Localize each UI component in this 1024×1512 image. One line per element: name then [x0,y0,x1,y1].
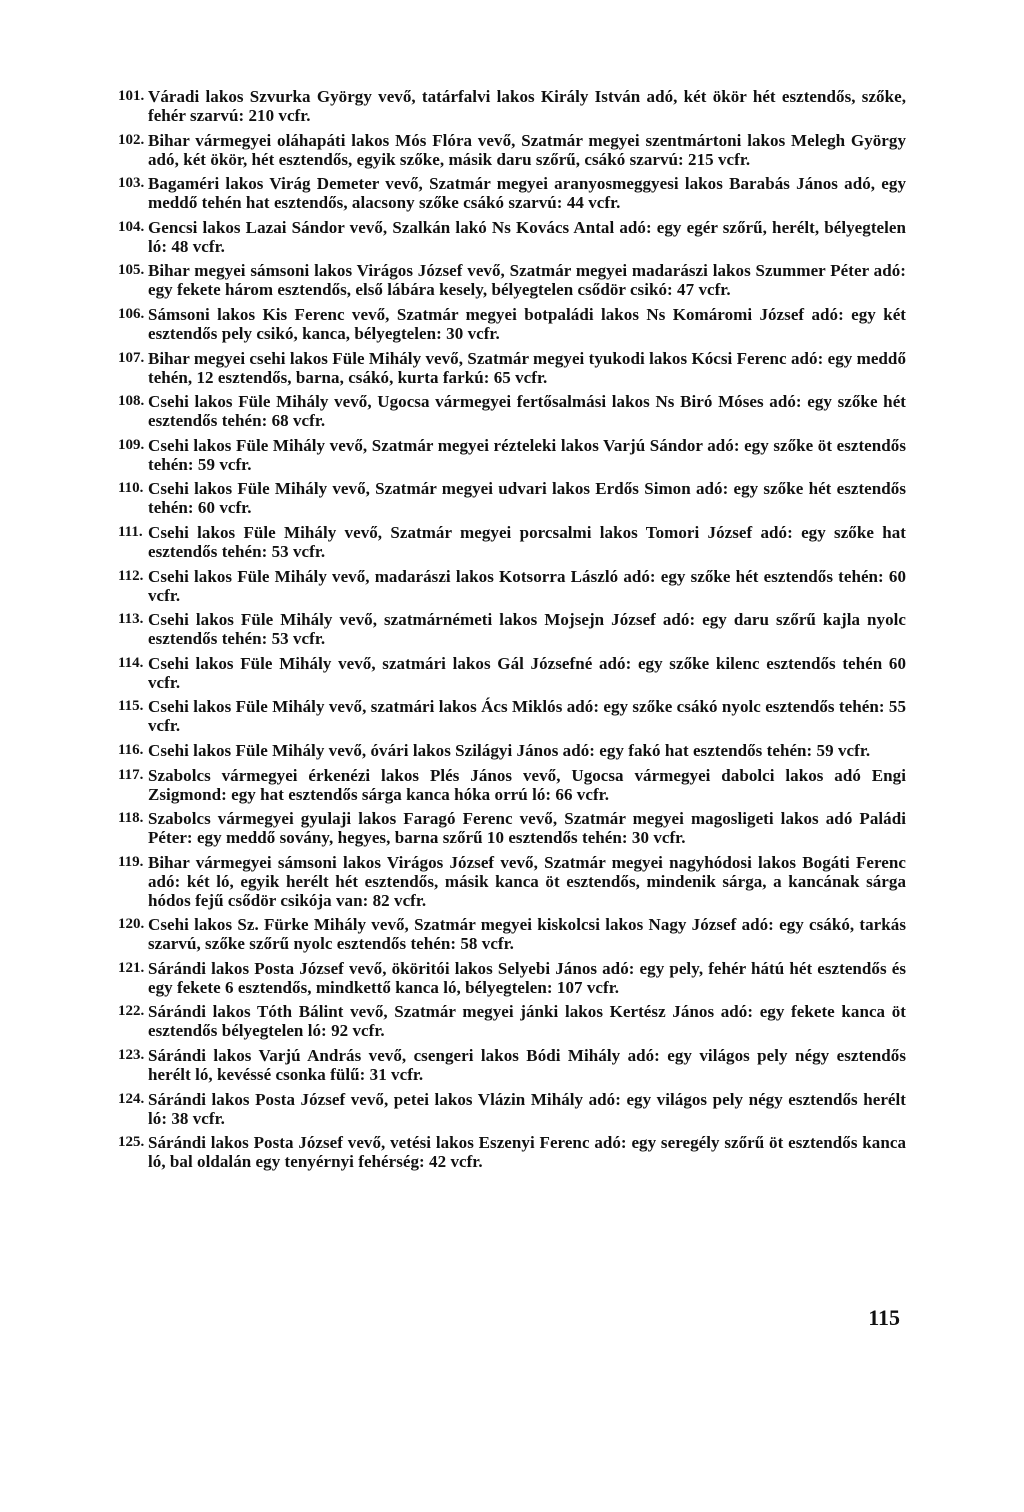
entry-number: 124. [118,1090,145,1107]
entry-number: 108. [118,393,145,410]
list-item [118,697,906,735]
entry-number: 103. [118,175,145,192]
list-item [118,766,906,804]
entry-number: 111. [118,523,143,540]
entry-text: Sárándi lakos Tóth Bálint vevő, Szatmár megyei jánki lakos Kertész János adó: egy fekete kanca öt esztendős bélyegtelen ló: 92 vcfr. [148,1002,906,1041]
entry-text: Gencsi lakos Lazai Sándor vevő, Szalkán lakó Ns Kovács Antal adó: egy egér szőrű, herélt, bélyegtelen ló: 48 vcfr. [148,217,906,256]
entry-number: 109. [118,436,145,453]
entry-text: Sárándi lakos Posta József vevő, vetési lakos Eszenyi Ferenc adó: egy seregély szőrű öt esztendős kanca ló, bal oldalán egy tenyérnyi fehérség: 42 vcfr. [148,1133,906,1172]
entry-number: 125. [118,1134,145,1151]
list-item [118,261,906,299]
entry-number: 110. [118,480,144,497]
entry-text: Bagaméri lakos Virág Demeter vevő, Szatmár megyei aranyosmeggyesi lakos Barabás János adó, egy meddő tehén hat esztendős, alacsony szőke csákó szarvú: 44 vcfr. [148,174,906,213]
list-item [118,218,906,256]
list-item [118,1046,906,1084]
entry-number: 113. [118,611,144,628]
entry-list [118,87,906,1177]
entry-number: 123. [118,1047,145,1064]
entry-text: Csehi lakos Füle Mihály vevő, Szatmár megyei rézteleki lakos Varjú Sándor adó: egy szőke öt esztendős tehén: 59 vcfr. [148,435,906,474]
entry-number: 112. [118,567,144,584]
entry-text: Csehi lakos Füle Mihály vevő, Szatmár megyei porcsalmi lakos Tomori József adó: egy szőke hat esztendős tehén: 53 vcfr. [148,522,906,561]
list-item [118,436,906,474]
entry-number: 101. [118,88,145,104]
list-item [118,809,906,847]
entry-text: Sárándi lakos Posta József vevő, ököritói lakos Selyebi János adó: egy pely, fehér hátú hét esztendős és egy fekete 6 esztendős, mindkettő kanca ló, bélyegtelen: 107 vcfr. [148,958,906,997]
entry-text: Bihar vármegyei oláhapáti lakos Mós Flóra vevő, Szatmár megyei szentmártoni lakos Melegh György adó, két ökör, hét esztendős, egyik szőke, másik daru szőrű, csákó szarvú: 215 vcfr. [148,130,906,169]
entry-number: 114. [118,654,144,671]
list-item [118,1090,906,1128]
list-item [118,392,906,430]
entry-text: Bihar megyei csehi lakos Füle Mihály vevő, Szatmár megyei tyukodi lakos Kócsi Ferenc adó: egy meddő tehén, 12 esztendős, barna, csákó, kurta farkú: 65 vcfr. [148,348,906,387]
entry-text: Csehi lakos Füle Mihály vevő, szatmári lakos Gál Józsefné adó: egy szőke kilenc esztendős tehén 60 vcfr. [148,653,906,692]
entry-text: Csehi lakos Füle Mihály vevő, óvári lakos Szilágyi János adó: egy fakó hat esztendős tehén: 59 vcfr. [148,740,871,760]
list-item [118,915,906,953]
entry-number: 116. [118,741,144,758]
list-item [118,523,906,561]
entry-text: Csehi lakos Füle Mihály vevő, madarászi lakos Kotsorra László adó: egy szőke hét esztendős tehén: 60 vcfr. [148,566,906,605]
entry-text: Sárándi lakos Posta József vevő, petei lakos Vlázin Mihály adó: egy világos pely négy esztendős herélt ló: 38 vcfr. [148,1089,906,1128]
entry-number: 107. [118,349,145,366]
entry-number: 119. [118,853,144,870]
entry-text: Csehi lakos Füle Mihály vevő, Ugocsa vármegyei fertősalmási lakos Ns Biró Móses adó: egy szőke hét esztendős tehén: 68 vcfr. [148,392,906,431]
entry-text: Csehi lakos Füle Mihály vevő, szatmárnémeti lakos Mojsejn József adó: egy daru szőrű kajla nyolc esztendős tehén: 53 vcfr. [148,610,906,649]
list-item [118,654,906,692]
page-number: 115 [868,1305,900,1330]
list-item [118,610,906,648]
entry-number: 105. [118,262,145,279]
entry-text: Bihar vármegyei sámsoni lakos Virágos József vevő, Szatmár megyei nagyhódosi lakos Bogáti Ferenc adó: két ló, egyik herélt hét esztendős, másik kanca öt esztendős, mindenik sárga, a kancának sárga hódos fejű csődör csikója van: 82 vcfr. [148,852,906,910]
entry-number: 121. [118,959,145,976]
entry-text: Csehi lakos Sz. Fürke Mihály vevő, Szatmár megyei kiskolcsi lakos Nagy József adó: egy csákó, tarkás szarvú, szőke szőrű nyolc esztendős tehén: 58 vcfr. [148,915,906,954]
list-item [118,567,906,605]
list-item [118,741,906,760]
list-item [118,349,906,387]
list-item [118,853,906,910]
entry-text: Szabolcs vármegyei érkenézi lakos Plés János vevő, Ugocsa vármegyei dabolci lakos adó Engi Zsigmond: egy hat esztendős sárga kanca hóka orrú ló: 66 vcfr. [148,765,906,804]
entry-number: 102. [118,131,145,148]
entry-number: 120. [118,916,145,933]
entry-number: 122. [118,1003,145,1020]
list-item [118,87,906,125]
entry-text: Szabolcs vármegyei gyulaji lakos Faragó Ferenc vevő, Szatmár megyei magosligeti lakos adó Paládi Péter: egy meddő sovány, hegyes, barna szőrű 10 esztendős tehén: 30 vcfr. [148,809,906,848]
entry-text: Sámsoni lakos Kis Ferenc vevő, Szatmár megyei botpaládi lakos Ns Komáromi József adó: egy két esztendős pely csikó, kanca, bélyegtelen: 30 vcfr. [148,304,906,343]
list-item [118,131,906,169]
entry-text: Bihar megyei sámsoni lakos Virágos József vevő, Szatmár megyei madarászi lakos Szummer Péter adó: egy fekete három esztendős, első lábára kesely, bélyegtelen csődör csikó: 47 vcfr. [148,261,906,300]
list-item [118,1133,906,1171]
entry-text: Váradi lakos Szvurka György vevő, tatárfalvi lakos Király István adó, két ökör hét esztendős, szőke, fehér szarvú: 210 vcfr. [148,87,906,125]
entry-text: Csehi lakos Füle Mihály vevő, szatmári lakos Ács Miklós adó: egy szőke csákó nyolc esztendős tehén: 55 vcfr. [148,697,906,736]
entry-number: 104. [118,218,145,235]
list-item [118,479,906,517]
list-item [118,959,906,997]
entry-number: 115. [118,698,144,715]
list-item [118,305,906,343]
list-item [118,174,906,212]
entry-text: Sárándi lakos Varjú András vevő, csengeri lakos Bódi Mihály adó: egy világos pely négy esztendős herélt ló, kevéssé csonka fülű: 31 vcfr. [148,1046,906,1085]
entry-number: 106. [118,305,145,322]
entry-number: 117. [118,766,144,783]
entry-number: 118. [118,810,144,827]
list-item [118,1002,906,1040]
entry-text: Csehi lakos Füle Mihály vevő, Szatmár megyei udvari lakos Erdős Simon adó: egy szőke hét esztendős tehén: 60 vcfr. [148,479,906,518]
